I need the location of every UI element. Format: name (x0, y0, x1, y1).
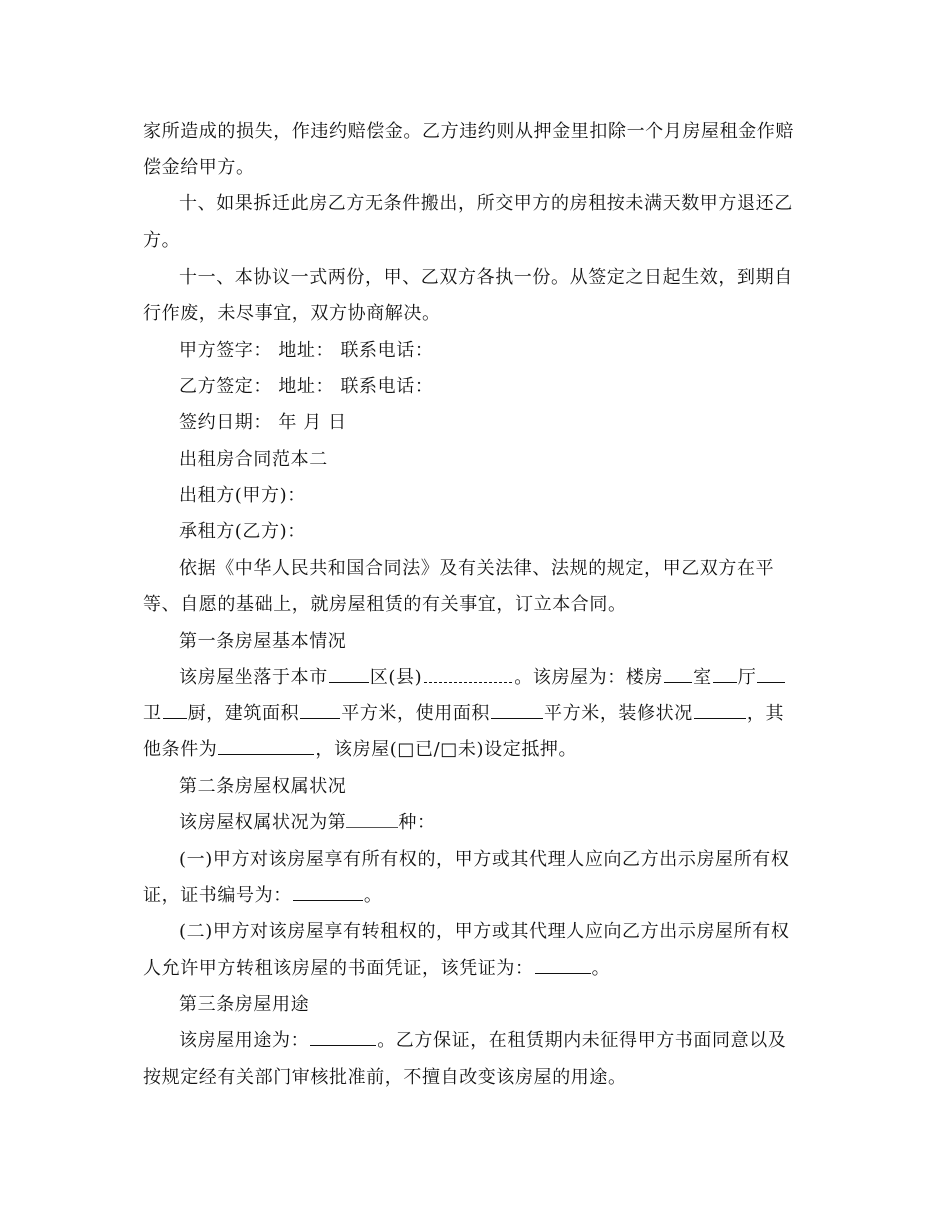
paragraph-line (143, 738, 577, 762)
fill-blank (424, 666, 512, 683)
paragraph-line: (一)甲方对该房屋享有所有权的，甲方或其代理人应向乙方出示房屋所有权 (179, 849, 790, 870)
text-segment: 平方米，装修状况 (544, 703, 693, 724)
text-segment: 卫 (143, 703, 162, 724)
fill-blank (346, 811, 398, 828)
paragraph-line: 行作废，未尽事宜，双方协商解决。 (143, 303, 441, 324)
text-segment: 该房屋坐落于本市 (179, 667, 328, 688)
text-segment: 该房屋权属状况为第 (179, 812, 347, 833)
paragraph-line: 十一、本协议一式两份，甲、乙双方各执一份。从签定之日起生效，到期自 (179, 267, 793, 288)
text-segment: 室 (693, 667, 712, 688)
paragraph-line (179, 666, 786, 690)
paragraph-line: 十、如果拆迁此房乙方无条件搬出，所交甲方的房租按未满天数甲方退还乙 (179, 193, 793, 214)
fill-blank (163, 702, 187, 719)
fill-blank (218, 738, 314, 755)
text-segment: 厨，建筑面积 (187, 703, 300, 724)
lessee-line: 承租方(乙方)： (179, 521, 306, 542)
paragraph-line (143, 884, 382, 908)
paragraph-line: 方。 (143, 230, 181, 251)
fill-blank (713, 666, 737, 683)
text-segment: 。 (363, 885, 383, 906)
lessor-line: 出租方(甲方)： (179, 485, 306, 506)
fill-blank (300, 702, 340, 719)
signature-line-party-a: 甲方签字： 地址： 联系电话： (179, 340, 434, 361)
text-segment: ，其 (746, 703, 785, 724)
paragraph-line: 偿金给甲方。 (143, 157, 255, 178)
text-segment: 人允许甲方转租该房屋的书面凭证，该凭证为： (143, 958, 534, 979)
text-segment: ，该房屋(□已/□未)设定抵押。 (315, 739, 578, 760)
paragraph-line (143, 957, 610, 981)
paragraph-line: 按规定经有关部门审核批准前，不擅自改变该房屋的用途。 (143, 1067, 627, 1088)
article-heading: 第三条房屋用途 (179, 994, 310, 1015)
article-heading: 第二条房屋权属状况 (179, 776, 347, 797)
paragraph-line: 依据《中华人民共和国合同法》及有关法律、法规的规定，甲乙双方在平 (179, 558, 775, 579)
text-segment: 平方米，使用面积 (341, 703, 491, 724)
text-segment: 。乙方保证，在租赁期内未征得甲方书面同意以及 (377, 1030, 787, 1051)
signature-line-party-b: 乙方签定： 地址： 联系电话： (179, 376, 434, 397)
fill-blank (310, 1029, 376, 1046)
fill-blank (694, 702, 746, 719)
paragraph-line (179, 811, 436, 835)
fill-blank (329, 666, 369, 683)
fill-blank (491, 702, 543, 719)
section-title: 出租房合同范本二 (179, 449, 328, 470)
fill-blank (293, 884, 363, 901)
signing-date-line: 签约日期： 年 月 日 (179, 412, 347, 433)
paragraph-line: 等、自愿的基础上，就房屋租赁的有关事宜，订立本合同。 (143, 594, 627, 615)
fill-blank (757, 666, 785, 683)
paragraph-line (179, 1029, 786, 1053)
text-segment: 区(县) (369, 667, 423, 688)
text-segment: 。该房屋为：楼房 (514, 667, 664, 688)
article-heading: 第一条房屋基本情况 (179, 631, 347, 652)
fill-blank (535, 957, 591, 974)
text-segment: 种： (398, 812, 436, 833)
paragraph-line: 家所造成的损失，作违约赔偿金。乙方违约则从押金里扣除一个月房屋租金作赔 (143, 121, 794, 142)
fill-blank (664, 666, 692, 683)
paragraph-line: (二)甲方对该房屋享有转租权的，甲方或其代理人应向乙方出示房屋所有权 (179, 921, 790, 942)
text-segment: 他条件为 (143, 739, 218, 760)
paragraph-line (143, 702, 784, 726)
text-segment: 厅 (737, 667, 757, 688)
text-segment: 。 (591, 958, 611, 979)
text-segment: 证，证书编号为： (143, 885, 292, 906)
text-segment: 该房屋用途为： (179, 1030, 310, 1051)
